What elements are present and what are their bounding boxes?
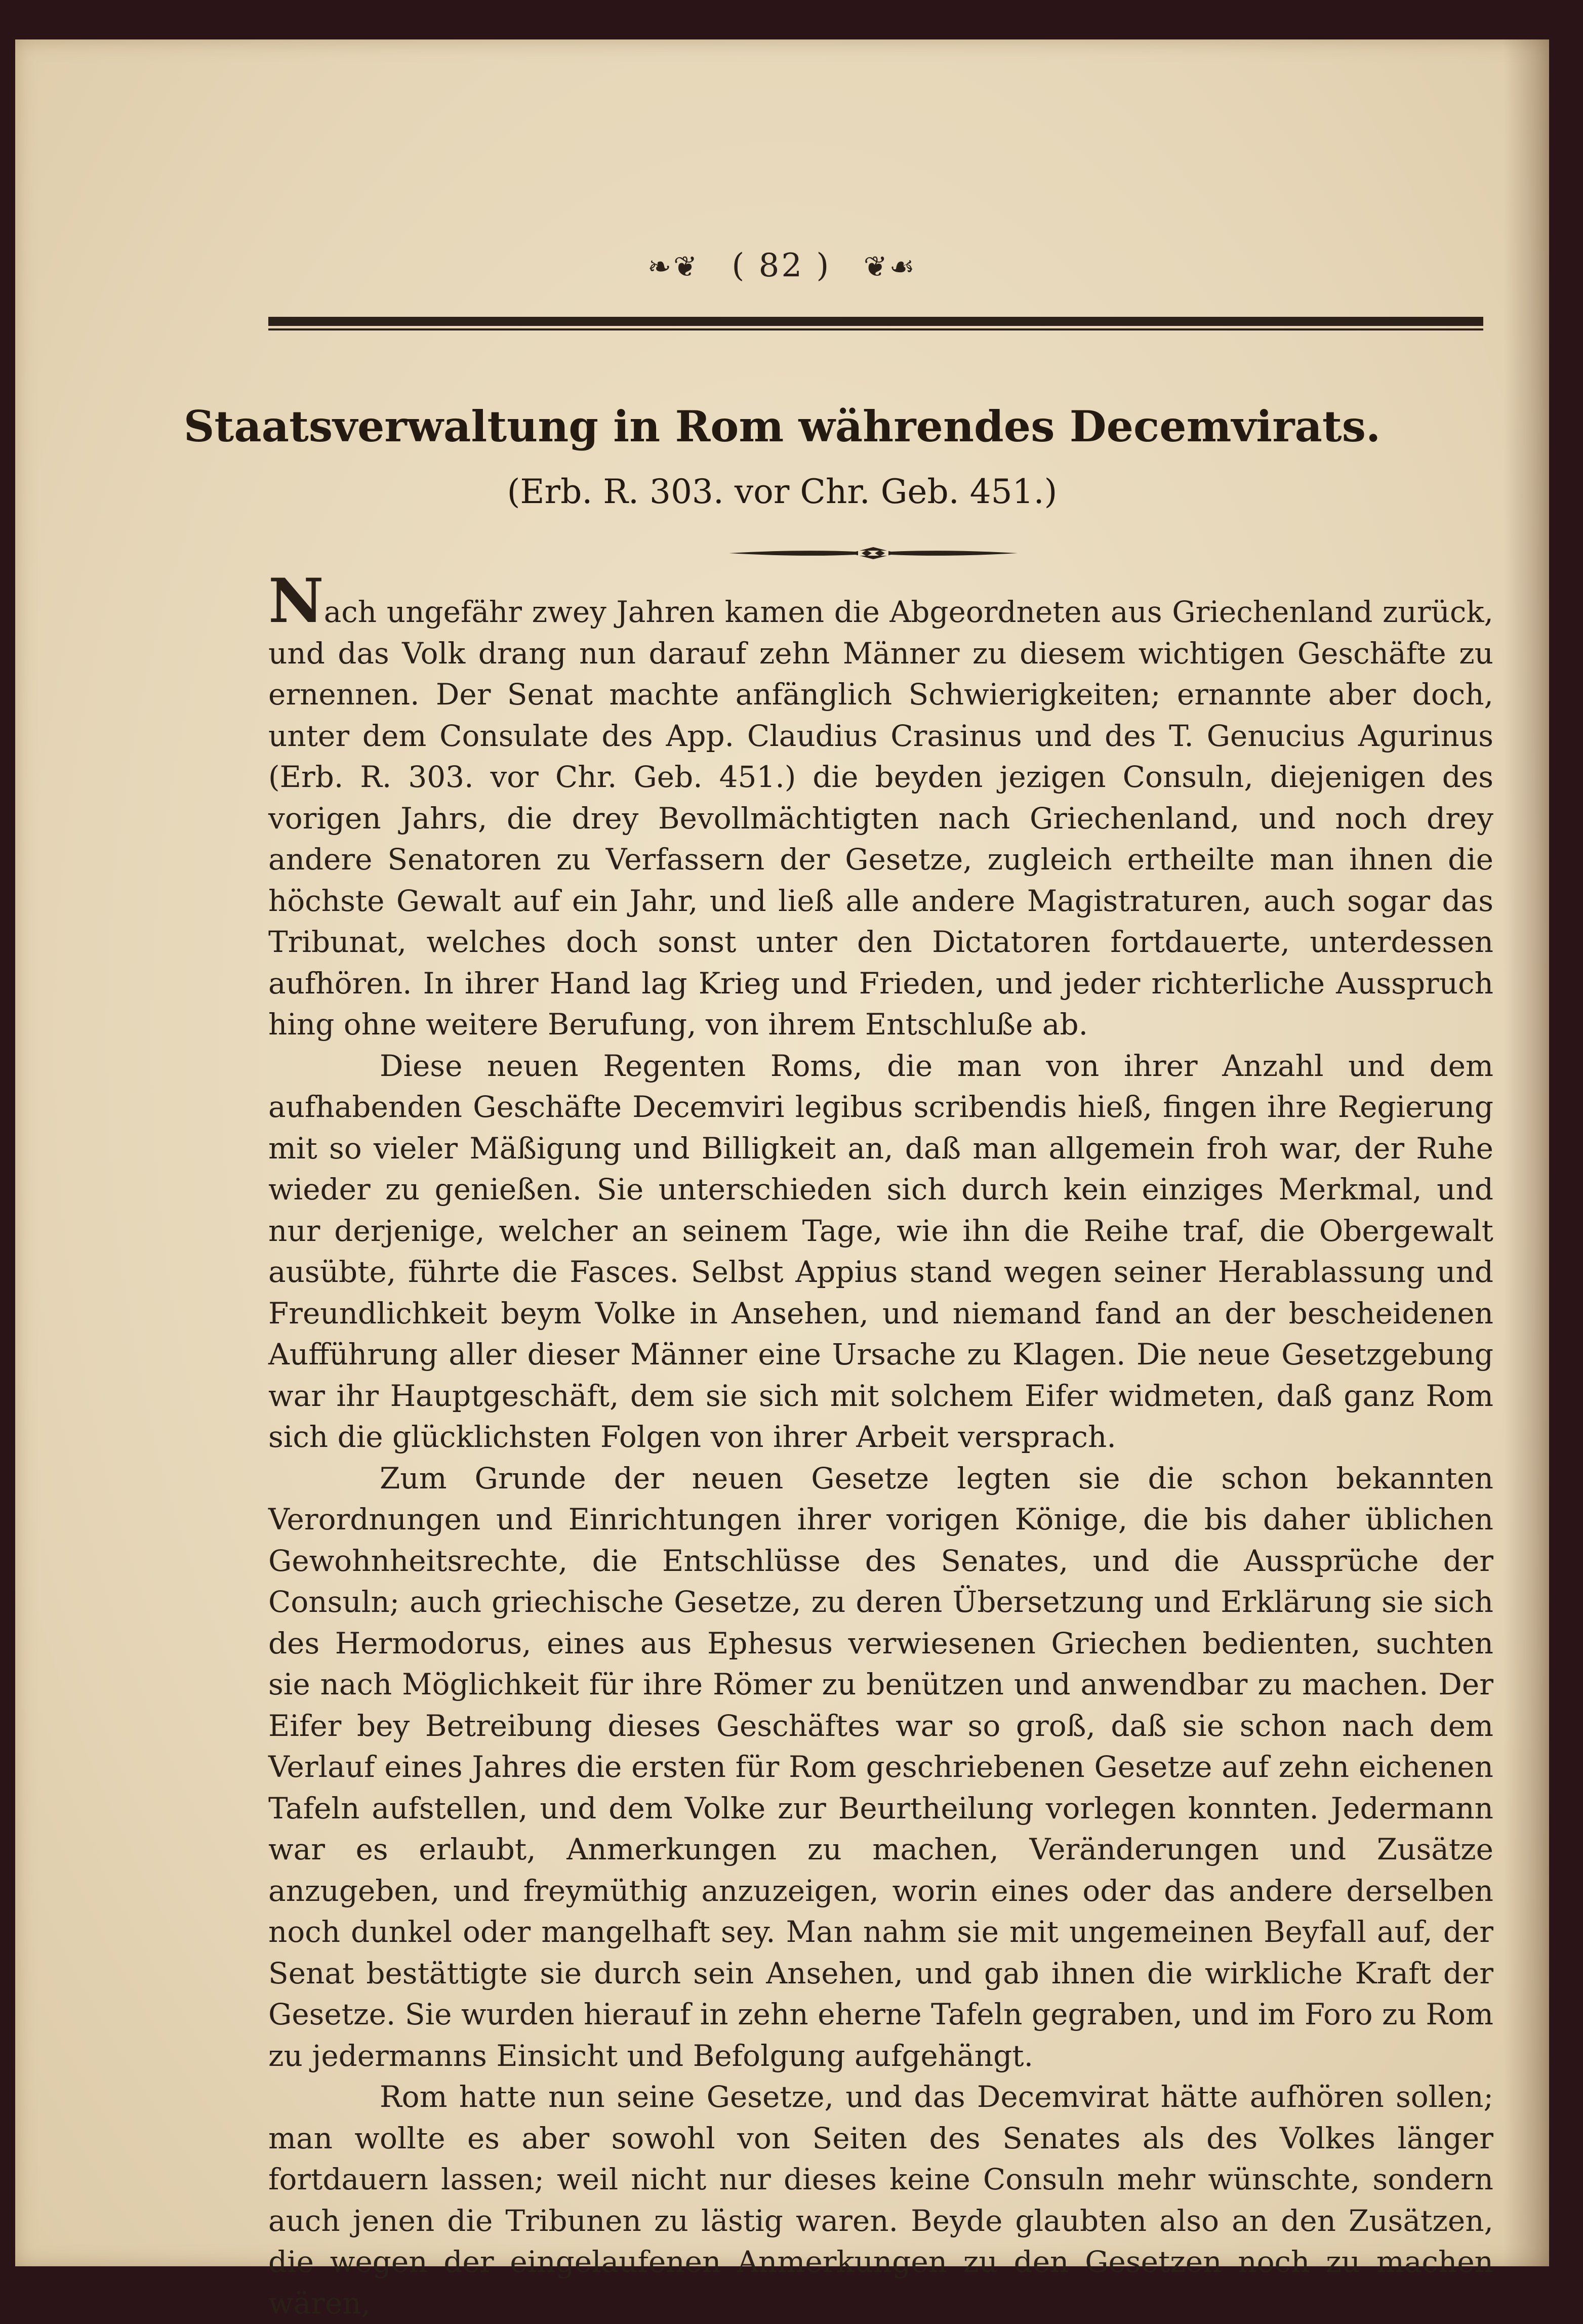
book-page [15, 39, 1549, 2320]
ornamental-divider-icon [729, 543, 1018, 563]
left-ornament-icon: ❧❦ [647, 251, 699, 283]
paragraph: Zum Grunde der neuen Gesetze legten sie die schon bekannten Verordnungen und Einrichtungen ihrer vorigen Könige, die bis daher üblichen Gewohnheitsrechte, die Entschlüsse des Senates, und die Aussprüche der Consuln; auch griechische Gesetze, zu deren Übersetzung und Erklärung sie sich des Hermodorus, eines aus Ephesus verwiesenen Griechen bedienten, suchten sie nach Möglichkeit für ihre Römer zu benützen und anwendbar zu machen. Der Eifer bey Betreibung dieses Geschäftes war so groß, daß sie schon nach dem Verlauf eines Jahres die ersten für Rom geschriebenen Gesetze auf zehn eichenen Tafeln aufstellen, und dem Volke zur Beurtheilung vorlegen konnten. Jedermann war es erlaubt, Anmerkungen zu machen, Veränderungen und Zusätze anzugeben, und freymüthig anzuzeigen, worin eines oder das andere derselben noch dunkel oder mangelhaft sey. Man nahm sie mit ungemeinen Beyfall auf, der Senat bestättigte sie durch sein Ansehen, und gab ihnen die wirkliche Kraft der Gesetze. Sie wurden hierauf in zehn eherne Tafeln gegraben, und im Foro zu Rom zu jedermanns Einsicht und Befolgung aufgehängt. [268, 1461, 1493, 2073]
chapter-date: (Erb. R. 303. vor Chr. Geb. 451.) [507, 472, 1058, 511]
body-text [268, 565, 1493, 2324]
initial-letter: N [268, 565, 324, 637]
page-number: ( 82 ) [732, 247, 831, 284]
paragraph: Nach ungefähr zwey Jahren kamen die Abgeordneten aus Griechenland zurück, und das Volk drang nun darauf zehn Männer zu diesem wichtigen Geschäfte zu ernennen. Der Senat machte anfänglich Schwierigkeiten; ernannte aber doch, unter dem Consulate des App. Claudius Crasinus und des T. Genucius Agurinus (Erb. R. 303. vor Chr. Geb. 451.) die beyden jezigen Consuln, diejenigen des vorigen Jahrs, die drey Bevollmächtigten nach Griechenland, und noch drey andere Senatoren zu Verfassern der Gesetze, zugleich ertheilte man ihnen die höchste Gewalt auf ein Jahr, und ließ alle andere Magistraturen, auch sogar das Tribunat, welches doch sonst unter den Dictatoren fortdauerte, unterdessen aufhören. In ihrer Hand lag Krieg und Frieden, und jeder richterliche Ausspruch hing ohne weitere Berufung, von ihrem Entschluße ab. [268, 565, 1493, 1042]
header-rule [268, 317, 1483, 331]
paragraph: Diese neuen Regenten Roms, die man von ihrer Anzahl und dem aufhabenden Geschäfte Decemviri legibus scribendis hieß, fingen ihre Regierung mit so vieler Mäßigung und Billigkeit an, daß man allgemein froh war, der Ruhe wieder zu genießen. Sie unterschieden sich durch kein einziges Merkmal, und nur derjenige, welcher an seinem Tage, wie ihn die Reihe traf, die Obergewalt ausübte, führte die Fasces. Selbst Appius stand wegen seiner Herablassung und Freundlichkeit beym Volke in Ansehen, und niemand fand an der bescheidenen Aufführung aller dieser Männer eine Ursache zu Klagen. Die neue Gesetzgebung war ihr Hauptgeschäft, dem sie sich mit solchem Eifer widmeten, daß ganz Rom sich die glücklichsten Folgen von ihrer Arbeit versprach. [268, 1048, 1493, 1454]
chapter-title: Staatsverwaltung in Rom währendes Decemvirats. [183, 401, 1381, 451]
right-ornament-icon: ❦☙ [863, 251, 917, 283]
page-header [15, 247, 1549, 284]
paragraph: Rom hatte nun seine Gesetze, und das Decemvirat hätte aufhören sollen; man wollte es aber sowohl von Seiten des Senates als des Volkes länger fortdauern lassen; weil nicht nur dieses keine Consuln mehr wünschte, sondern auch jenen die Tribunen zu lästig waren. Beyde glaubten also an den Zusätzen, die wegen der eingelaufenen Anmerkungen zu den Gesetzen noch zu machen wären, [268, 2080, 1493, 2320]
page-spine-shadow [1504, 39, 1549, 2266]
